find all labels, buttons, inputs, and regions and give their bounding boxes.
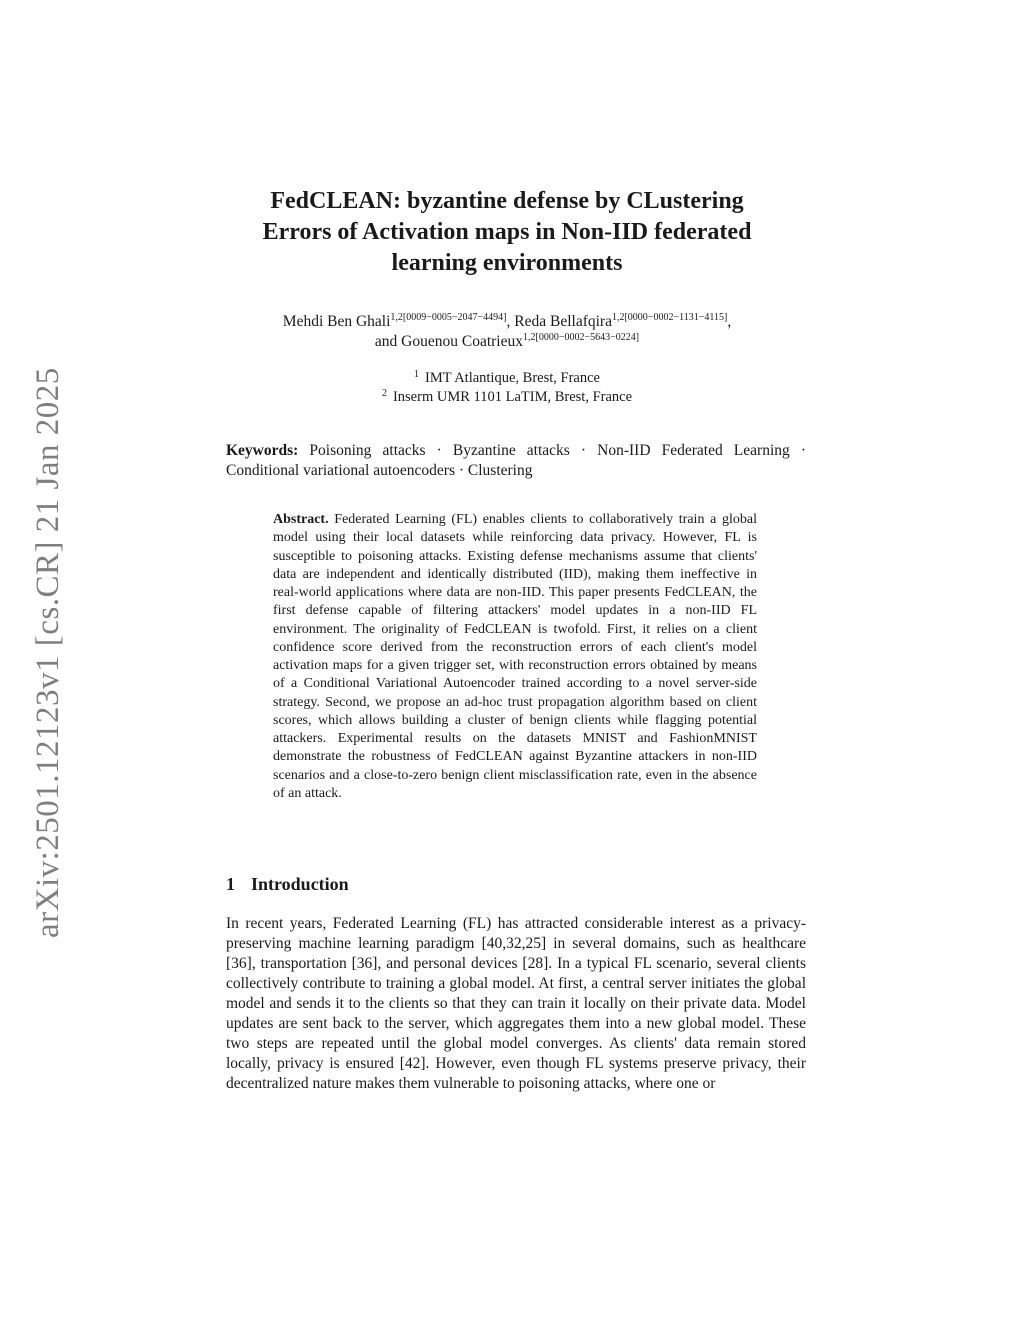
arxiv-identifier: arXiv:2501.12123v1 [cs.CR] 21 Jan 2025 <box>30 367 66 938</box>
keywords-block <box>226 441 806 481</box>
title-line: FedCLEAN: byzantine defense by CLustering <box>270 188 744 214</box>
section-heading <box>226 873 349 895</box>
section-number: 1 <box>226 874 235 894</box>
author-orcid: 1,2[0000−0002−5643−0224] <box>523 332 640 343</box>
keywords-text: Poisoning attacks · Byzantine attacks · Non-IID Federated Learning · Conditional variational autoencoders · Clustering <box>226 442 806 479</box>
affiliation-text: Inserm UMR 1101 LaTIM, Brest, France <box>392 389 633 405</box>
affiliation-list <box>180 369 834 407</box>
author-name: Reda Bellafqira <box>514 313 612 330</box>
affiliation <box>180 369 834 388</box>
author-list <box>180 312 834 352</box>
intro-paragraph: In recent years, Federated Learning (FL) has attracted considerable interest as a privacy-preserving machine learning paradigm [40,32,25] in several domains, such as healthcare [36], transportation [36], and personal devices [28]. In a typical FL scenario, several clients collectively contribute to training a global model. At first, a central server initiates the global model and sends it to the clients so that they can train it locally on their private data. Model updates are sent back to the server, which aggregates them into a new global model. These two steps are repeated until the global model converges. As clients' data remain stored locally, privacy is ensured [42]. However, even though FL systems preserve privacy, their decentralized nature makes them vulnerable to poisoning attacks, where one or <box>226 915 806 1092</box>
author-conjunction: and <box>374 333 402 350</box>
paper-title <box>180 186 834 279</box>
abstract-text: Federated Learning (FL) enables clients to collaboratively train a global model using their local datasets while reinforcing data privacy. However, FL is susceptible to poisoning attacks. Existing defense mechanisms assume that clients' data are independent and identically distributed (IID), making them ineffective in real-world applications where data are non-IID. This paper presents FedCLEAN, the first defense capable of filtering attackers' model updates in a non-IID FL environment. The originality of FedCLEAN is twofold. First, it relies on a client confidence score derived from the reconstruction errors of each client's model activation maps for a given trigger set, with reconstruction errors obtained by means of a Conditional Variational Autoencoder trained according to a novel server-side strategy. Second, we propose an ad-hoc trust propagation algorithm based on client scores, which allows building a cluster of benign clients while flagging potential attackers. Experimental results on the datasets MNIST and FashionMNIST demonstrate the robustness of FedCLEAN against Byzantine attackers in non-IID scenarios and a close-to-zero benign client misclassification rate, even in the absence of an attack. <box>273 512 758 801</box>
author-orcid: 1,2[0000−0002−1131−4115] <box>611 312 728 323</box>
author-line <box>180 332 834 352</box>
title-line: learning environments <box>391 250 623 276</box>
author-separator: , <box>506 313 515 330</box>
abstract-label: Abstract. <box>273 512 329 527</box>
abstract-block <box>273 511 757 803</box>
section-title: Introduction <box>251 874 349 894</box>
affiliation-text: IMT Atlantique, Brest, France <box>425 370 600 386</box>
title-line: Errors of Activation maps in Non-IID federated <box>262 219 752 245</box>
affiliation <box>180 388 834 407</box>
affiliation-mark: 2 <box>381 388 387 399</box>
keywords-label: Keywords: <box>226 442 299 459</box>
author-line <box>180 312 834 332</box>
author-name: Gouenou Coatrieux <box>401 333 523 350</box>
affiliation-mark: 1 <box>414 369 420 380</box>
author-separator: , <box>727 313 732 330</box>
author-orcid: 1,2[0009−0005−2047−4494] <box>390 312 507 323</box>
author-name: Mehdi Ben Ghali <box>282 313 391 330</box>
